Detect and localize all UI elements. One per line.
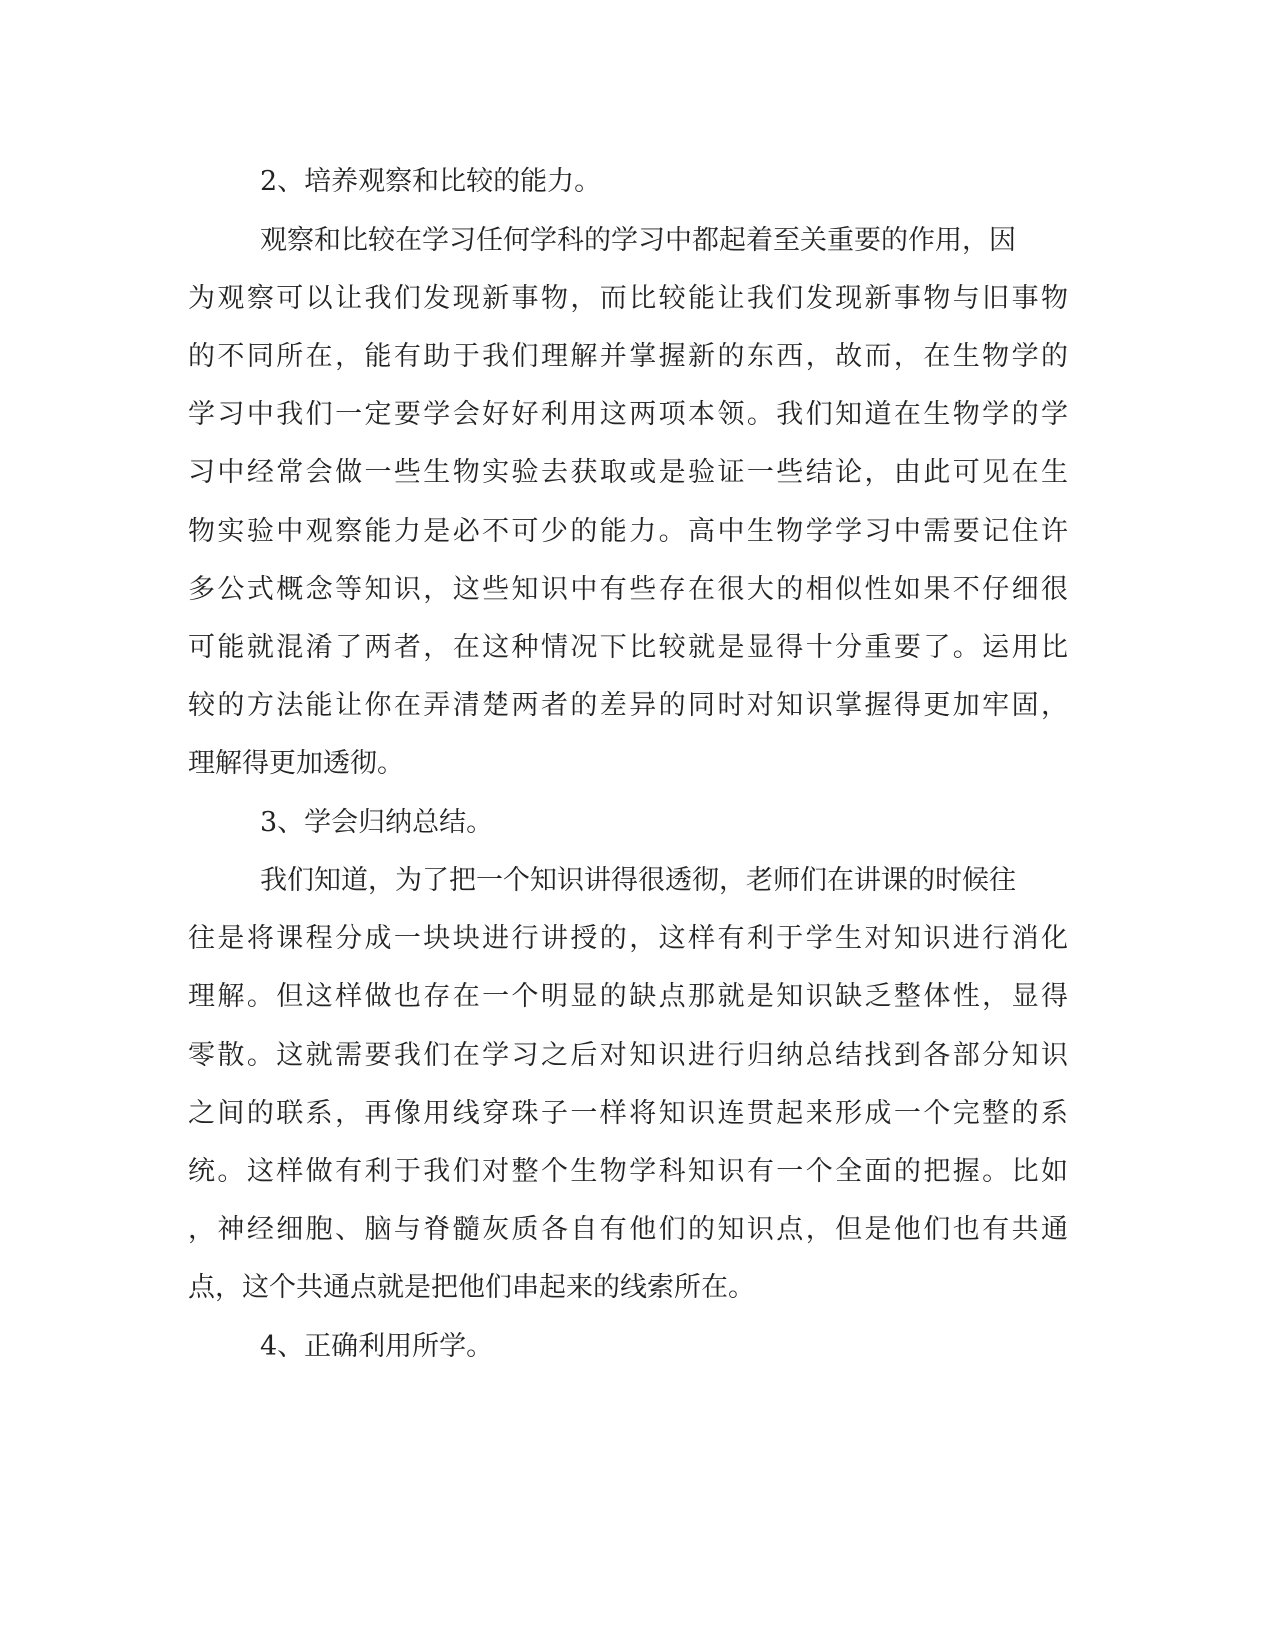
paragraph-line: 可能就混淆了两者，在这种情况下比较就是显得十分重要了。运用比 [188, 632, 1068, 663]
paragraph-line: 理解得更加透彻。 [188, 748, 404, 779]
section-heading: 2、培养观察和比较的能力。 [260, 166, 602, 197]
paragraph-line: ，神经细胞、脑与脊髓灰质各自有他们的知识点，但是他们也有共通 [188, 1214, 1068, 1245]
paragraph-line: 观察和比较在学习任何学科的学习中都起着至关重要的作用，因 [260, 225, 1016, 256]
paragraph-line: 物实验中观察能力是必不可少的能力。高中生物学学习中需要记住许 [188, 516, 1068, 547]
paragraph-line: 往是将课程分成一块块进行讲授的，这样有利于学生对知识进行消化 [188, 923, 1068, 954]
paragraph-line: 多公式概念等知识，这些知识中有些存在很大的相似性如果不仔细很 [188, 574, 1068, 605]
paragraph-line: 零散。这就需要我们在学习之后对知识进行归纳总结找到各部分知识 [188, 1040, 1068, 1071]
paragraph-line: 学习中我们一定要学会好好利用这两项本领。我们知道在生物学的学 [188, 399, 1068, 430]
section-heading: 4、正确利用所学。 [260, 1331, 494, 1362]
paragraph-line: 点，这个共通点就是把他们串起来的线索所在。 [188, 1272, 755, 1303]
paragraph-line: 之间的联系，再像用线穿珠子一样将知识连贯起来形成一个完整的系 [188, 1098, 1068, 1129]
paragraph-line: 的不同所在，能有助于我们理解并掌握新的东西，故而，在生物学的 [188, 341, 1068, 372]
paragraph-line: 我们知道，为了把一个知识讲得很透彻，老师们在讲课的时候往 [260, 865, 1016, 896]
paragraph-line: 统。这样做有利于我们对整个生物学科知识有一个全面的把握。比如 [188, 1156, 1068, 1187]
paragraph-line: 较的方法能让你在弄清楚两者的差异的同时对知识掌握得更加牢固， [188, 690, 1068, 721]
section-heading: 3、学会归纳总结。 [260, 807, 494, 838]
paragraph-line: 习中经常会做一些生物实验去获取或是验证一些结论，由此可见在生 [188, 457, 1068, 488]
paragraph-line: 为观察可以让我们发现新事物，而比较能让我们发现新事物与旧事物 [188, 283, 1068, 314]
paragraph-line: 理解。但这样做也存在一个明显的缺点那就是知识缺乏整体性，显得 [188, 981, 1068, 1012]
